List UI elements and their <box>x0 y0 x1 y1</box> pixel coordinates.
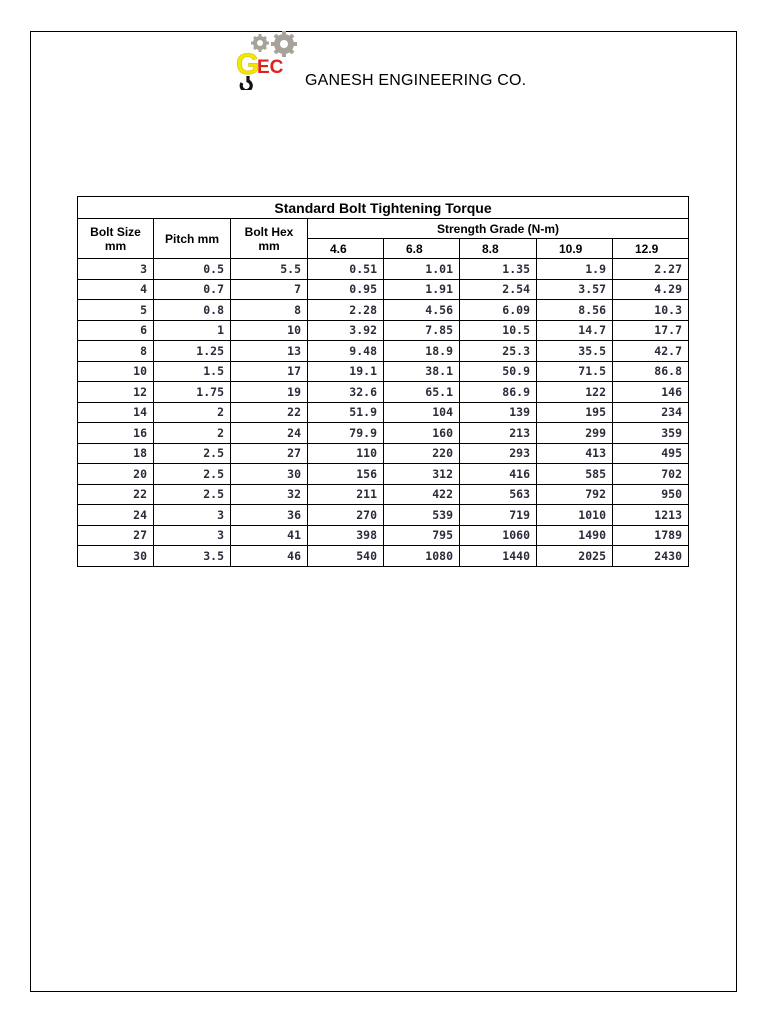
table-row <box>78 505 689 526</box>
table-cell: 950 <box>613 484 689 505</box>
table-cell: 795 <box>384 525 460 546</box>
table-cell: 25.3 <box>460 341 537 362</box>
table-row <box>78 484 689 505</box>
table-cell: 10 <box>78 361 154 382</box>
table-cell: 38.1 <box>384 361 460 382</box>
table-cell: 3.5 <box>154 546 231 567</box>
table-cell: 22 <box>231 402 308 423</box>
company-logo <box>234 28 304 90</box>
table-cell: 1440 <box>460 546 537 567</box>
table-cell: 1010 <box>537 505 613 526</box>
col-header-strength-grade: Strength Grade (N-m) <box>308 219 689 239</box>
table-cell: 8 <box>78 341 154 362</box>
table-cell: 19 <box>231 382 308 403</box>
table-cell: 398 <box>308 525 384 546</box>
table-cell: 36 <box>231 505 308 526</box>
table-cell: 3.92 <box>308 320 384 341</box>
table-cell: 6 <box>78 320 154 341</box>
table-cell: 65.1 <box>384 382 460 403</box>
table-cell: 3 <box>154 525 231 546</box>
table-cell: 293 <box>460 443 537 464</box>
table-cell: 30 <box>78 546 154 567</box>
table-cell: 10 <box>231 320 308 341</box>
table-cell: 27 <box>231 443 308 464</box>
table-cell: 299 <box>537 423 613 444</box>
table-cell: 22 <box>78 484 154 505</box>
table-cell: 792 <box>537 484 613 505</box>
table-cell: 1.91 <box>384 279 460 300</box>
table-row <box>78 402 689 423</box>
table-row <box>78 525 689 546</box>
table-cell: 1.01 <box>384 259 460 280</box>
table-cell: 20 <box>78 464 154 485</box>
table-cell: 10.5 <box>460 320 537 341</box>
table-cell: 46 <box>231 546 308 567</box>
table-cell: 12 <box>78 382 154 403</box>
table-cell: 110 <box>308 443 384 464</box>
table-cell: 17 <box>231 361 308 382</box>
gear-icon <box>271 31 297 57</box>
table-body <box>78 259 689 567</box>
table-cell: 27 <box>78 525 154 546</box>
table-cell: 422 <box>384 484 460 505</box>
table-cell: 86.9 <box>460 382 537 403</box>
table-cell: 3 <box>78 259 154 280</box>
table-cell: 32.6 <box>308 382 384 403</box>
table-cell: 139 <box>460 402 537 423</box>
table-cell: 213 <box>460 423 537 444</box>
table-cell: 234 <box>613 402 689 423</box>
table-cell: 4 <box>78 279 154 300</box>
table-cell: 6.09 <box>460 300 537 321</box>
table-cell: 16 <box>78 423 154 444</box>
table-row <box>78 320 689 341</box>
table-row <box>78 259 689 280</box>
table-cell: 14 <box>78 402 154 423</box>
table-cell: 1.25 <box>154 341 231 362</box>
table-cell: 24 <box>78 505 154 526</box>
table-row <box>78 423 689 444</box>
table-cell: 14.7 <box>537 320 613 341</box>
table-cell: 5.5 <box>231 259 308 280</box>
table-cell: 1 <box>154 320 231 341</box>
grade-header: 6.8 <box>384 239 460 259</box>
table-cell: 156 <box>308 464 384 485</box>
table-row <box>78 300 689 321</box>
table-row <box>78 361 689 382</box>
table-cell: 702 <box>613 464 689 485</box>
table-cell: 13 <box>231 341 308 362</box>
table-cell: 1.35 <box>460 259 537 280</box>
table-cell: 17.7 <box>613 320 689 341</box>
grade-header: 12.9 <box>613 239 689 259</box>
table-cell: 0.95 <box>308 279 384 300</box>
table-cell: 1.9 <box>537 259 613 280</box>
table-cell: 312 <box>384 464 460 485</box>
table-cell: 32 <box>231 484 308 505</box>
table-row <box>78 279 689 300</box>
torque-table <box>77 196 689 567</box>
table-cell: 7 <box>231 279 308 300</box>
table-row <box>78 443 689 464</box>
table-cell: 86.8 <box>613 361 689 382</box>
table-cell: 2.5 <box>154 464 231 485</box>
table-cell: 4.29 <box>613 279 689 300</box>
table-cell: 9.48 <box>308 341 384 362</box>
table-cell: 4.56 <box>384 300 460 321</box>
table-cell: 1080 <box>384 546 460 567</box>
table-cell: 7.85 <box>384 320 460 341</box>
company-name: GANESH ENGINEERING CO. <box>305 72 527 89</box>
table-cell: 42.7 <box>613 341 689 362</box>
table-cell: 3 <box>154 505 231 526</box>
table-cell: 585 <box>537 464 613 485</box>
table-cell: 2025 <box>537 546 613 567</box>
table-title: Standard Bolt Tightening Torque <box>78 197 689 219</box>
table-cell: 1789 <box>613 525 689 546</box>
table-cell: 1490 <box>537 525 613 546</box>
table-cell: 2430 <box>613 546 689 567</box>
table-cell: 495 <box>613 443 689 464</box>
table-cell: 2 <box>154 402 231 423</box>
table-cell: 122 <box>537 382 613 403</box>
table-cell: 195 <box>537 402 613 423</box>
table-cell: 8.56 <box>537 300 613 321</box>
table-cell: 8 <box>231 300 308 321</box>
table-cell: 211 <box>308 484 384 505</box>
table-cell: 30 <box>231 464 308 485</box>
table-cell: 1060 <box>460 525 537 546</box>
table-cell: 18 <box>78 443 154 464</box>
table-row <box>78 464 689 485</box>
table-cell: 0.5 <box>154 259 231 280</box>
col-header-bolt-hex: Bolt Hex mm <box>231 219 308 259</box>
col-header-pitch: Pitch mm <box>154 219 231 259</box>
table-cell: 24 <box>231 423 308 444</box>
table-cell: 79.9 <box>308 423 384 444</box>
table-cell: 71.5 <box>537 361 613 382</box>
table-cell: 2.27 <box>613 259 689 280</box>
table-cell: 0.7 <box>154 279 231 300</box>
grade-header: 4.6 <box>308 239 384 259</box>
table-cell: 0.8 <box>154 300 231 321</box>
table-cell: 146 <box>613 382 689 403</box>
table-row <box>78 382 689 403</box>
table-cell: 5 <box>78 300 154 321</box>
table-cell: 539 <box>384 505 460 526</box>
table-cell: 2.54 <box>460 279 537 300</box>
table-cell: 50.9 <box>460 361 537 382</box>
table-cell: 719 <box>460 505 537 526</box>
table-cell: 160 <box>384 423 460 444</box>
table-cell: 1.5 <box>154 361 231 382</box>
table-cell: 413 <box>537 443 613 464</box>
table-row <box>78 546 689 567</box>
col-header-bolt-size: Bolt Size mm <box>78 219 154 259</box>
table-cell: 0.51 <box>308 259 384 280</box>
table-cell: 2.5 <box>154 443 231 464</box>
table-cell: 2.5 <box>154 484 231 505</box>
table-cell: 540 <box>308 546 384 567</box>
table-cell: 3.57 <box>537 279 613 300</box>
table-cell: 104 <box>384 402 460 423</box>
table-cell: 41 <box>231 525 308 546</box>
table-cell: 1213 <box>613 505 689 526</box>
table-cell: 35.5 <box>537 341 613 362</box>
grade-header: 8.8 <box>460 239 537 259</box>
table-cell: 10.3 <box>613 300 689 321</box>
table-cell: 1.75 <box>154 382 231 403</box>
table-cell: 2.28 <box>308 300 384 321</box>
table-cell: 359 <box>613 423 689 444</box>
svg-text:G: G <box>236 48 260 81</box>
table-row <box>78 341 689 362</box>
table-cell: 18.9 <box>384 341 460 362</box>
table-cell: 19.1 <box>308 361 384 382</box>
grade-header: 10.9 <box>537 239 613 259</box>
table-cell: 563 <box>460 484 537 505</box>
table-cell: 416 <box>460 464 537 485</box>
svg-text:EC: EC <box>257 57 284 78</box>
table-cell: 51.9 <box>308 402 384 423</box>
table-cell: 2 <box>154 423 231 444</box>
table-cell: 220 <box>384 443 460 464</box>
table-cell: 270 <box>308 505 384 526</box>
